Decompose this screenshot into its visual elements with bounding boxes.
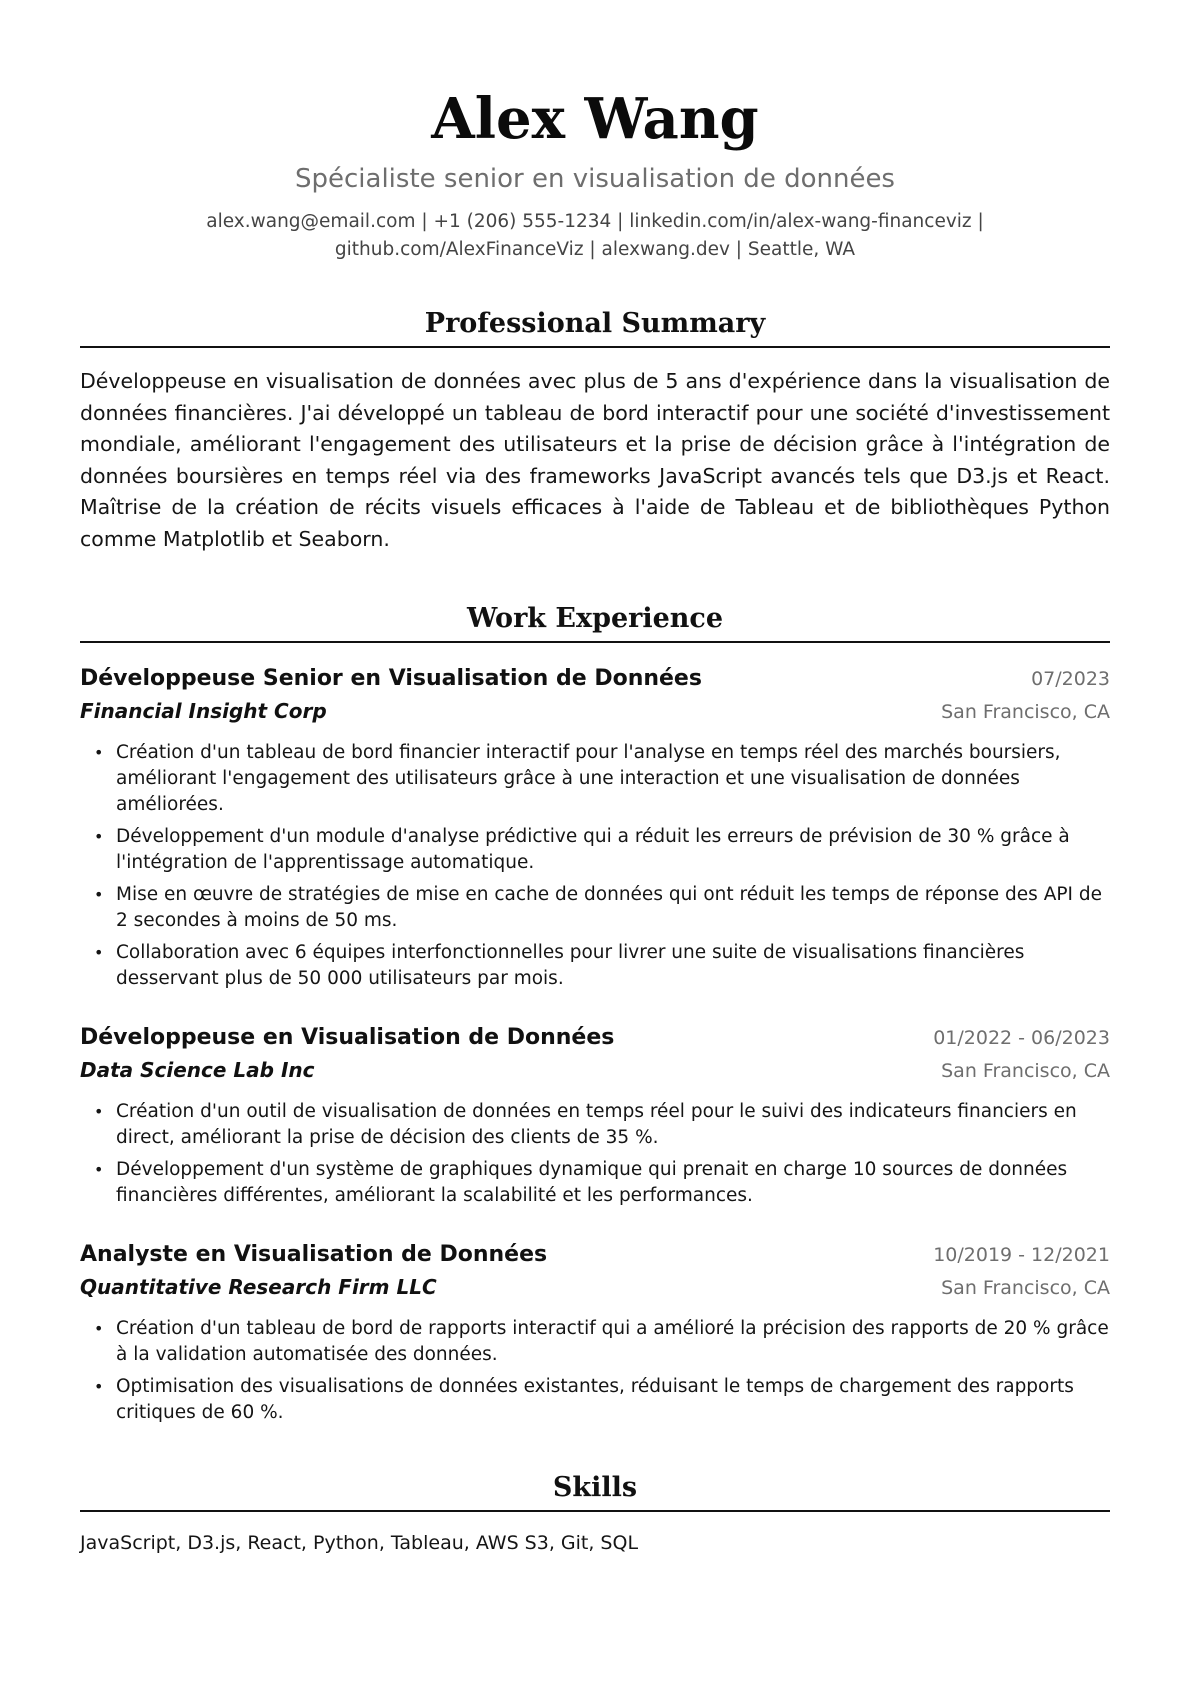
- bullet-item: [80, 1099, 1110, 1151]
- bullet-icon: •: [94, 1102, 104, 1121]
- job-location: San Francisco, CA: [941, 1060, 1110, 1082]
- bullet-item: [80, 940, 1110, 992]
- job-company-row: [80, 1271, 1110, 1304]
- bullet-icon: •: [94, 743, 104, 762]
- bullet-icon: •: [94, 885, 104, 904]
- job-header-row: [80, 663, 1110, 695]
- section-divider: [80, 641, 1110, 643]
- company-name: Quantitative Research Firm LLC: [80, 1275, 437, 1299]
- section-divider: [80, 346, 1110, 348]
- bullet-item: [80, 1374, 1110, 1426]
- bullet-item: [80, 1316, 1110, 1368]
- job-bullets: [80, 1099, 1110, 1209]
- work-experience-section: [80, 601, 1110, 1426]
- job-title: Développeuse en Visualisation de Données: [80, 1025, 615, 1050]
- candidate-title: Spécialiste senior en visualisation de données: [295, 164, 895, 194]
- bullet-text: Création d'un tableau de bord financier interactif pour l'analyse en temps réel des marchés boursiers, améliorant l'engagement des utilisateurs grâce à une interaction et une visualisation de données améliorées.: [116, 742, 1061, 815]
- job-location: San Francisco, CA: [941, 1277, 1110, 1299]
- resume-header: [80, 0, 1110, 264]
- bullet-icon: •: [94, 1319, 104, 1338]
- bullet-text: Collaboration avec 6 équipes interfonctionnelles pour livrer une suite de visualisations financières desservant plus de 50 000 utilisateurs par mois.: [116, 942, 1025, 989]
- contact-info: alex.wang@email.com | +1 (206) 555-1234 | linkedin.com/in/alex-wang-financeviz | github.com/AlexFinanceViz | alexwang.dev | Seattle, WA: [206, 211, 984, 260]
- company-name: Financial Insight Corp: [80, 699, 327, 723]
- job-entry: [80, 1022, 1110, 1209]
- bullet-icon: •: [94, 1377, 104, 1396]
- bullet-text: Création d'un outil de visualisation de données en temps réel pour le suivi des indicateurs financiers en direct, améliorant la prise de décision des clients de 35 %.: [116, 1101, 1077, 1148]
- summary-section: [80, 306, 1110, 555]
- bullet-text: Développement d'un système de graphiques dynamique qui prenait en charge 10 sources de données financières différentes, améliorant la scalabilité et les performances.: [116, 1159, 1068, 1206]
- section-title-work: Work Experience: [466, 603, 724, 634]
- job-bullets: [80, 740, 1110, 992]
- section-title-summary: Professional Summary: [424, 308, 766, 339]
- company-name: Data Science Lab Inc: [80, 1058, 315, 1082]
- job-company-row: [80, 695, 1110, 728]
- skills-section: [80, 1470, 1110, 1558]
- summary-text: Développeuse en visualisation de données avec plus de 5 ans d'expérience dans la visualisation de données financières. J'ai développé un tableau de bord interactif pour une société d'investissement mondiale, améliorant l'engagement des utilisateurs et la prise de décision grâce à l'intégration de données boursières en temps réel via des frameworks JavaScript avancés tels que D3.js et React. Maîtrise de la création de récits visuels efficaces à l'aide de Tableau et de bibliothèques Python comme Matplotlib et Seaborn.: [80, 369, 1110, 551]
- job-date: 10/2019 - 12/2021: [933, 1244, 1110, 1266]
- job-entry: [80, 663, 1110, 992]
- job-location: San Francisco, CA: [941, 701, 1110, 723]
- candidate-name: Alex Wang: [431, 86, 759, 152]
- job-company-row: [80, 1054, 1110, 1087]
- bullet-icon: •: [94, 827, 104, 846]
- job-date: 01/2022 - 06/2023: [933, 1027, 1110, 1049]
- job-bullets: [80, 1316, 1110, 1426]
- section-title-skills: Skills: [552, 1472, 638, 1503]
- bullet-text: Développement d'un module d'analyse prédictive qui a réduit les erreurs de prévision de 30 % grâce à l'intégration de l'apprentissage automatique.: [116, 826, 1070, 873]
- section-divider: [80, 1510, 1110, 1512]
- job-header-row: [80, 1022, 1110, 1054]
- job-title: Analyste en Visualisation de Données: [80, 1242, 548, 1267]
- job-header-row: [80, 1239, 1110, 1271]
- bullet-item: [80, 740, 1110, 818]
- bullet-text: Optimisation des visualisations de données existantes, réduisant le temps de chargement des rapports critiques de 60 %.: [116, 1376, 1074, 1423]
- bullet-item: [80, 882, 1110, 934]
- job-title: Développeuse Senior en Visualisation de Données: [80, 666, 702, 691]
- bullet-item: [80, 1157, 1110, 1209]
- bullet-text: Création d'un tableau de bord de rapports interactif qui a amélioré la précision des rapports de 20 % grâce à la validation automatisée des données.: [116, 1318, 1109, 1365]
- bullet-icon: •: [94, 1160, 104, 1179]
- bullet-text: Mise en œuvre de stratégies de mise en cache de données qui ont réduit les temps de réponse des API de 2 secondes à moins de 50 ms.: [116, 884, 1102, 931]
- job-entry: [80, 1239, 1110, 1426]
- skills-list: JavaScript, D3.js, React, Python, Tableau, AWS S3, Git, SQL: [80, 1532, 639, 1554]
- job-date: 07/2023: [1031, 668, 1110, 690]
- bullet-item: [80, 824, 1110, 876]
- bullet-icon: •: [94, 943, 104, 962]
